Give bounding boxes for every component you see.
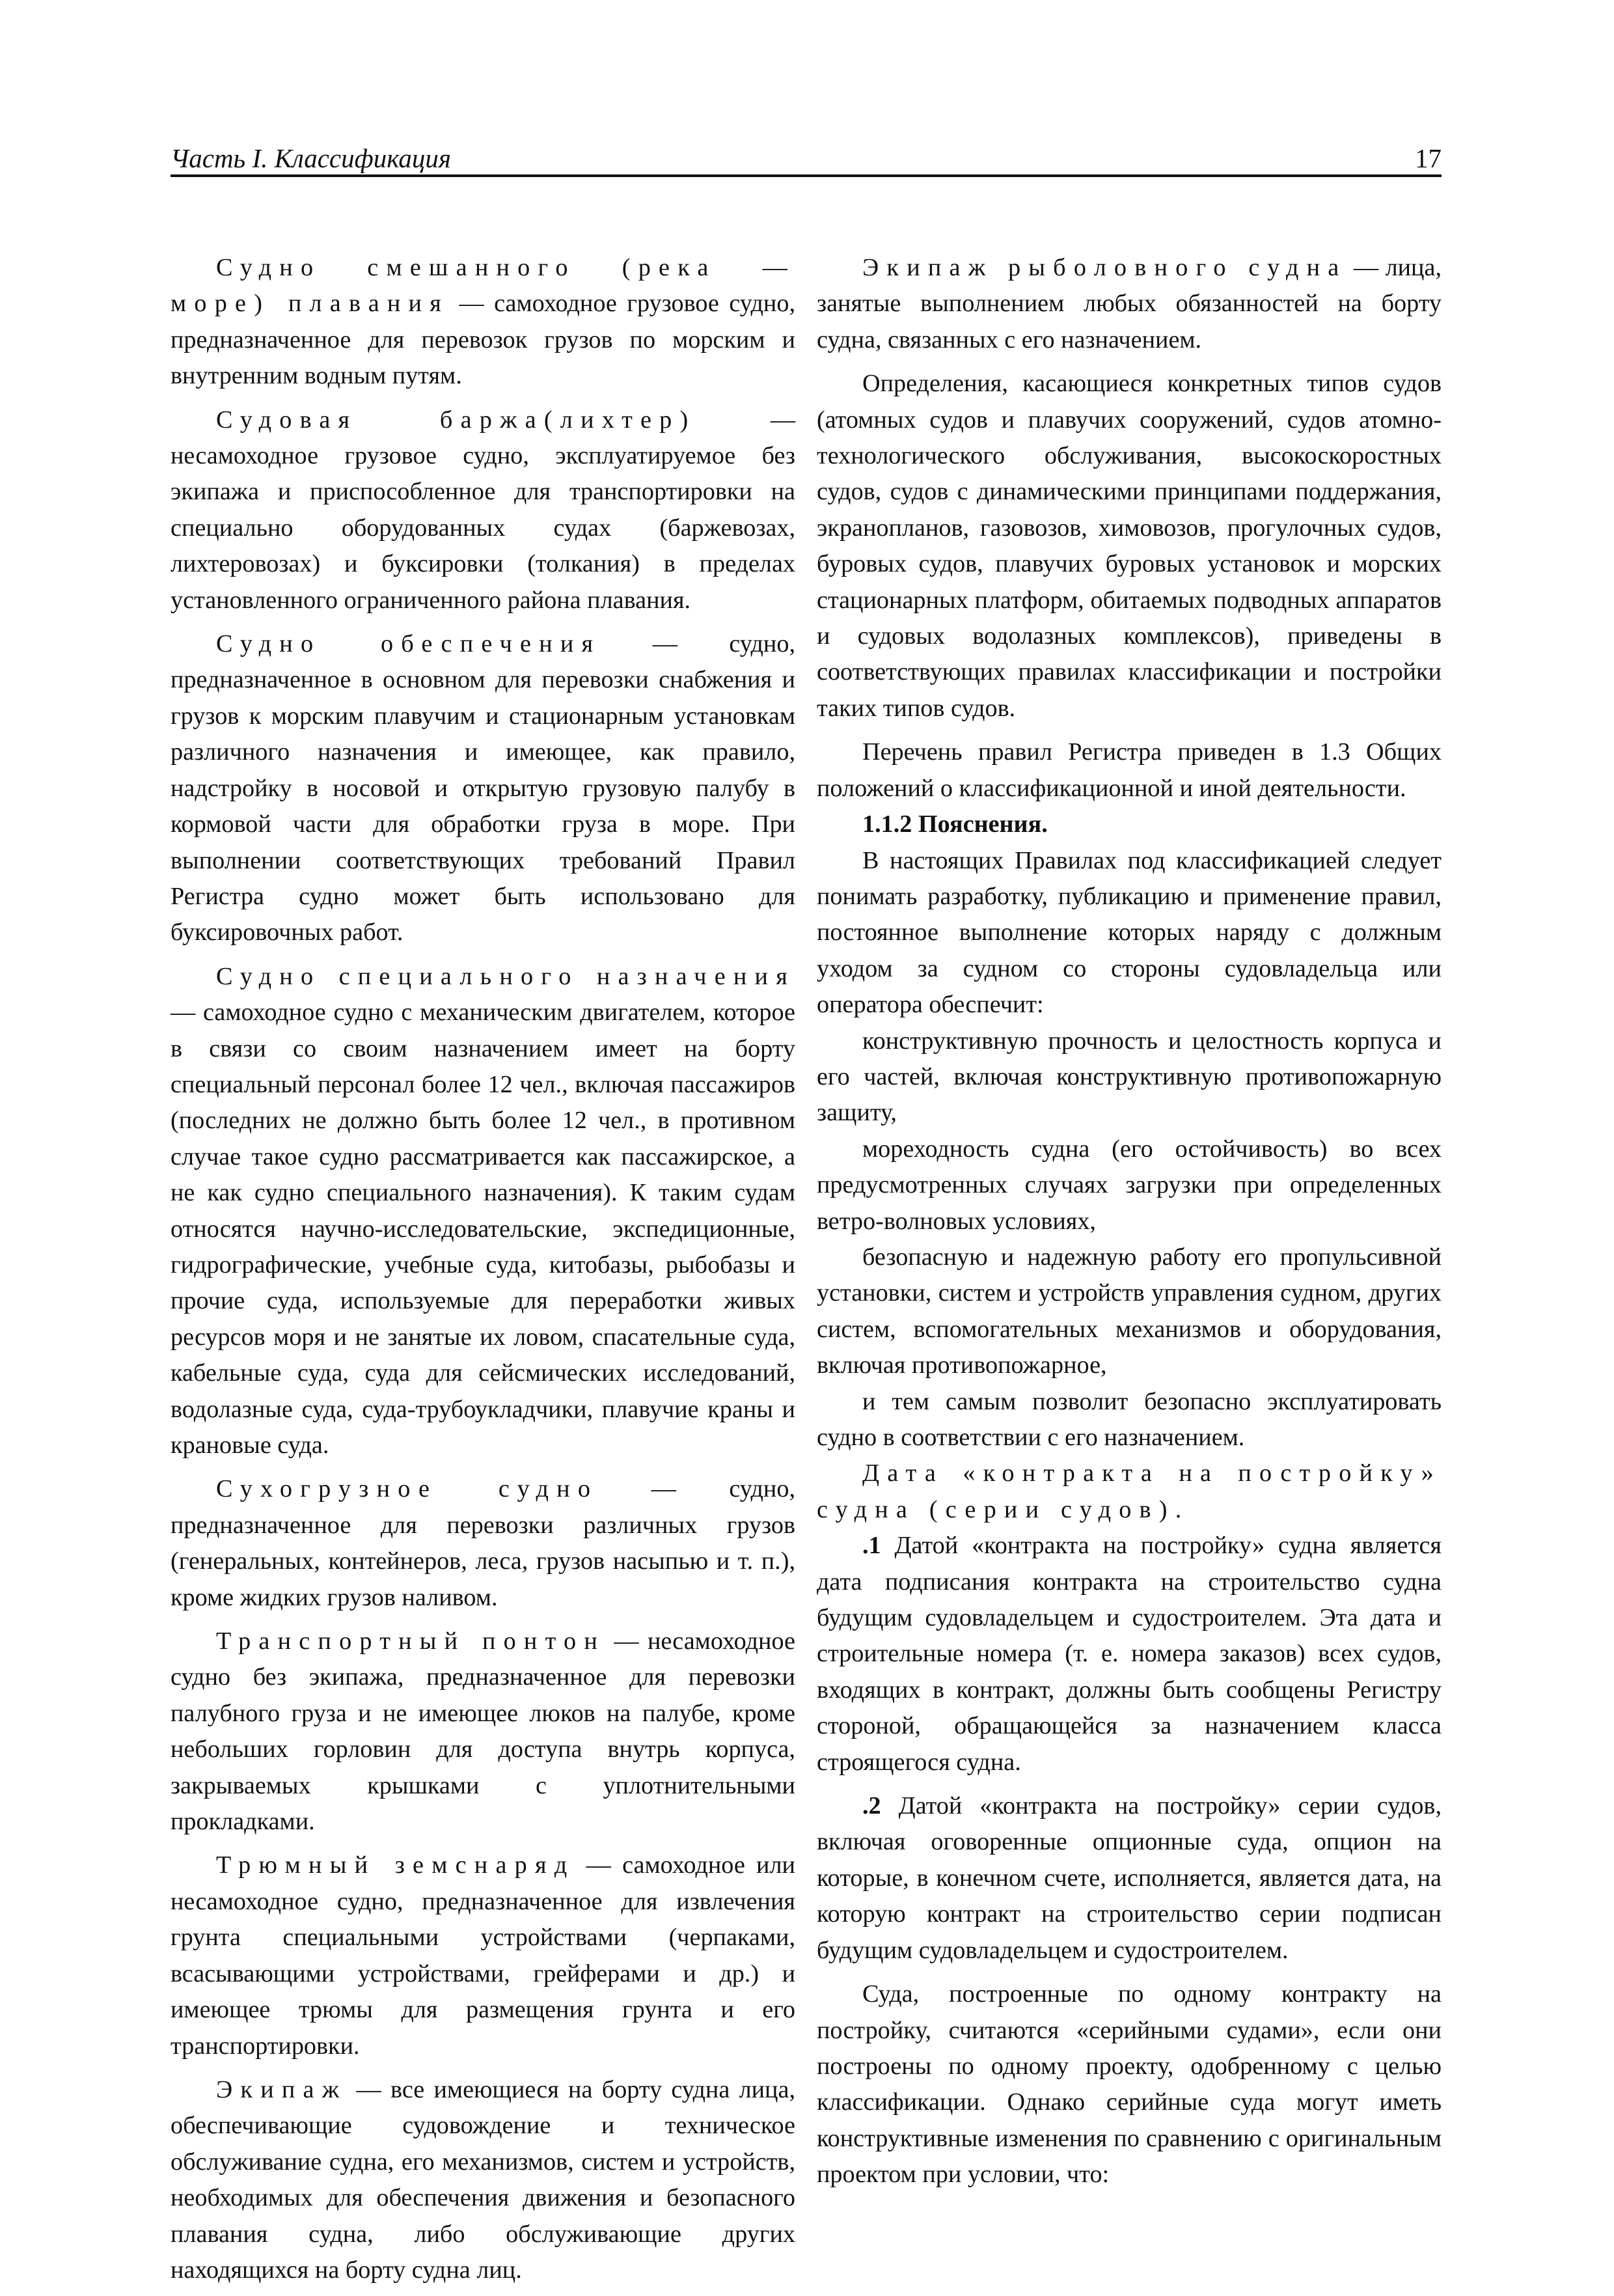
list-item-structural-strength: конструктивную прочность и целостность корпуса и его частей, включая конструктивную противопожарную защиту,	[817, 1027, 1442, 1127]
point-text: Датой «контракта на постройку» серии судов, включая оговоренные опционные суда, опцион на которые, в конечном счете, исполняется, является дата, на которую контракт на строительство серии подписан будущим судовладельцем и судостроителем.	[817, 1792, 1442, 1964]
left-column	[171, 250, 795, 2296]
paragraph-rules-list: Перечень правил Регистра приведен в 1.3 Общих положений о классификационной и иной деятельности.	[817, 738, 1442, 802]
page-header	[171, 140, 1442, 176]
definition-fishing-vessel-crew	[817, 250, 1442, 358]
section-heading: 1.1.2 Пояснения.	[862, 810, 1048, 838]
point-1	[817, 1528, 1442, 1780]
defined-term: Судно специального назначения	[216, 962, 795, 990]
definition-text: — все имеющиеся на борту судна лица, обеспечивающие судовождение и техническое обслуживание судна, его механизмов, систем и устройств, необходимых для обеспечения движения и безопасного плавания судна, либо обслуживающие других находящихся на борту судна лиц.	[171, 2075, 795, 2284]
defined-term: Судовая баржа(лихтер)	[216, 406, 696, 434]
contract-date-term	[817, 1456, 1442, 1528]
defined-term: Судно смешанного (река — море) плавания	[171, 254, 795, 318]
point-text: Датой «контракта на постройку» судна является дата подписания контракта на строительство судна будущим судовладельцем и судостроителем. Эта дата и строительные номера (т. е. номера заказов) всех судов, входящих в контракт, должны быть сообщены Регистру стороной, обращающейся за назначением класса строящегося судна.	[817, 1532, 1442, 1776]
definition-text: — судно, предназначенное в основном для перевозки снабжения и грузов к морским плавучим и стационарным установкам различного назначения и имеющее, как правило, надстройку в носовой и открытую грузовую палубу в кормовой части для обработки груза в море. При выполнении соответствующих требований Правил Регистра судно может быть использовано для буксировочных работ.	[171, 630, 796, 947]
defined-term: Дата «контракта на постройку» судна (серии судов).	[817, 1459, 1442, 1523]
list-item-conclusion: и тем самым позволит безопасно эксплуатировать судно в соответствии с его назначением.	[817, 1387, 1442, 1451]
defined-term: Экипаж рыболовного судна	[862, 254, 1347, 281]
right-column	[817, 250, 1442, 2201]
page-number: 17	[1415, 143, 1442, 173]
definition-text: — судно, предназначенное для перевозки различных грузов (генеральных, контейнеров, леса, грузов насыпью и т. п.), кроме жидких грузов наливом.	[171, 1475, 795, 1611]
defined-term: Транспортный понтон	[216, 1627, 605, 1655]
definition-supply-vessel	[171, 626, 795, 951]
paragraph-specific-definitions: Определения, касающиеся конкретных типов судов (атомных судов и плавучих сооружений, судов атомно-технологического обслуживания, высокоскоростных судов, судов с динамическими принципами поддержания, экранопланов, газовозов, химовозов, прогулочных судов, буровых судов, плавучих буровых установок и морских стационарных платформ, обитаемых подводных аппаратов и судовых водолазных комплексов), приведены в соответствующих правилах классификации и постройки таких типов судов.	[817, 370, 1442, 722]
definition-transport-pontoon	[171, 1624, 795, 1840]
definition-hopper-dredger	[171, 1847, 795, 2064]
definition-river-sea-vessel	[171, 250, 795, 394]
defined-term: Судно обеспечения	[216, 630, 601, 658]
defined-term: Трюмный земснаряд	[216, 1851, 575, 1879]
paragraph-classification-intro: В настоящих Правилах под классификацией следует понимать разработку, публикацию и применение правил, постоянное выполнение которых наряду с должным уходом за судном со стороны судовладельца или оператора обеспечит:	[817, 846, 1442, 1019]
list-item-seaworthiness: мореходность судна (его остойчивость) во всех предусмотренных случаях загрузки при определенных ветро-волновых условиях,	[817, 1135, 1442, 1235]
definition-dry-cargo-vessel	[171, 1471, 795, 1616]
definition-barge	[171, 402, 795, 618]
definition-text: — несамоходное судно без экипажа, предназначенное для перевозки палубного груза и не имеющее люков на палубе, кроме небольших горловин для доступа внутрь корпуса, закрываемых крышками с уплотнительными прокладками.	[171, 1627, 795, 1836]
header-divider	[171, 174, 1442, 177]
point-number: .2	[862, 1792, 881, 1820]
definition-text: — самоходное судно с механическим двигателем, которое в связи со своим назначением имеет на борту специальный персонал более 12 чел., включая пассажиров (последних не должно быть более 12 чел., в противном случае такое судно рассматривается как пассажирское, а не как судно специального назначения). К таким судам относятся научно-исследовательские, экспедиционные, гидрографические, учебные суда, китобазы, рыбобазы и прочие суда, используемые для переработки живых ресурсов моря и не занятые их ловом, спасательные суда, кабельные суда, суда для сейсмических исследований, водолазные суда, суда-трубоукладчики, плавучие краны и крановые суда.	[171, 999, 795, 1459]
defined-term: Сухогрузное судно	[216, 1475, 599, 1503]
definition-special-purpose-vessel	[171, 959, 795, 1464]
defined-term: Экипаж	[216, 2075, 348, 2103]
definition-crew	[171, 2072, 795, 2288]
definition-text: — самоходное грузовое судно, предназначенное для перевозок грузов по морским и внутренним водным путям.	[171, 290, 796, 390]
definition-text: — несамоходное грузовое судно, эксплуатируемое без экипажа и приспособленное для транспортировки на специально оборудованных судах (баржевозах, лихтеровозах) и буксировки (толкания) в пределах установленного ограниченного района плавания.	[171, 406, 795, 614]
point-2	[817, 1788, 1442, 1969]
list-item-propulsion: безопасную и надежную работу его пропульсивной установки, систем и устройств управления судном, других систем, вспомогательных механизмов и оборудования, включая противопожарное,	[817, 1243, 1442, 1379]
definition-text: — самоходное или несамоходное судно, предназначенное для извлечения грунта специальными устройствами (черпаками, всасывающими устройствами, грейферами и др.) и имеющее трюмы для размещения грунта и его транспортировки.	[171, 1851, 795, 2060]
paragraph-serial-ships: Суда, построенные по одному контракту на постройку, считаются «серийными судами», если они построены по одному проекту, одобренному с целью классификации. Однако серийные суда могут иметь конструктивные изменения по сравнению с оригинальным проектом при условии, что:	[817, 1980, 1442, 2189]
running-header-title: Часть I. Классификация	[171, 143, 451, 173]
point-number: .1	[862, 1532, 881, 1560]
definition-text: — лица, занятые выполнением любых обязанностей на борту судна, связанных с его назначением.	[817, 254, 1442, 353]
